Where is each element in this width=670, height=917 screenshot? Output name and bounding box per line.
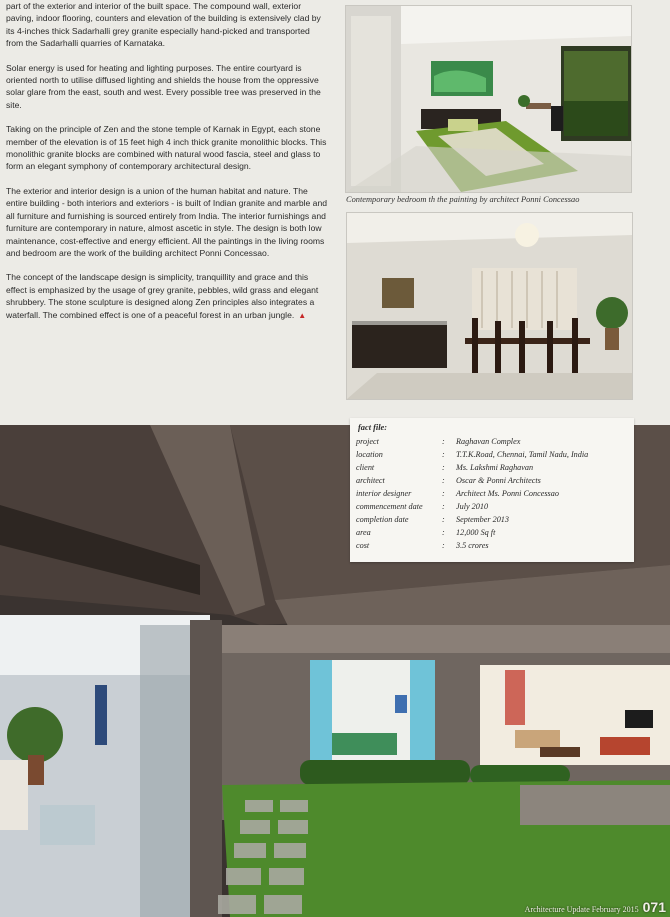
fact-row-project: [356, 437, 628, 449]
fact-value: Raghavan Complex: [456, 437, 521, 446]
fact-colon: :: [442, 437, 445, 446]
dining-photo-image: [347, 213, 632, 399]
fact-colon: :: [442, 450, 445, 459]
fact-value: July 2010: [456, 502, 489, 511]
fact-value: September 2013: [456, 515, 509, 524]
fact-file-title: fact file:: [358, 423, 388, 432]
publication-name: Architecture Update February 2015: [524, 905, 639, 914]
fact-row-interior-designer: [356, 489, 628, 501]
bedroom-photo-image: [346, 6, 631, 192]
fact-value: 3.5 crores: [456, 541, 489, 550]
fact-value: 12,000 Sq ft: [456, 528, 496, 537]
fact-value: Ms. Lakshmi Raghavan: [456, 463, 534, 472]
fact-label: client: [356, 463, 375, 472]
paragraph-2: Solar energy is used for heating and lighting purposes. The entire courtyard is oriented north to utilise diffused lighting and shields the house from the oppressive solar glare from the east, south and west. Every possible tree was preserved in the site.: [6, 62, 321, 110]
paragraph-5-text: The concept of the landscape design is simplicity, tranquillity and grace and this effect is emphasized by the usage of grey granite, pebbles, wild grass and elegant shrubbery. The stone sculpture is designed along Zen principles also integrates a waterfall. The combined effect is one of a peaceful forest in an urban jungle.: [6, 272, 319, 320]
fact-file-box: [350, 418, 634, 562]
fact-row-area: [356, 528, 628, 540]
paragraph-1: part of the exterior and interior of the built space. The compound wall, exterior paving, indoor flooring, counters and elevation of the building is extensively clad by its 4-inches thick Sadarhalli grey granite especially hand-picked and transported from the Sadarhalli quarries of Karnataka.: [6, 1, 321, 49]
fact-label: area: [356, 528, 371, 537]
fact-row-cost: [356, 541, 628, 553]
fact-value: T.T.K.Road, Chennai, Tamil Nadu, India: [456, 450, 589, 459]
fact-colon: :: [442, 502, 445, 511]
dining-photo: [346, 212, 633, 400]
fact-value: Oscar & Ponni Architects: [456, 476, 541, 485]
fact-row-architect: [356, 476, 628, 488]
fact-label: architect: [356, 476, 385, 485]
fact-row-client: [356, 463, 628, 475]
fact-colon: :: [442, 541, 445, 550]
fact-label: project: [356, 437, 379, 446]
page-footer: [525, 899, 666, 915]
paragraph-4: The exterior and interior design is a union of the human habitat and nature. The entire building - both interiors and exteriors - is built of Indian granite and marble and all furniture and furnishing is sourced entirely from India. The interior furnishings and furniture are contemporary in nature, almost ascetic in style. The design is both low maintenance, cost-effective and energy efficient. All the paintings in the living rooms and bedroom are the work of the building architect Ponni Concessao.: [6, 185, 328, 258]
page-number: 071: [642, 899, 666, 915]
fact-colon: :: [442, 515, 445, 524]
fact-colon: :: [442, 463, 445, 472]
fact-label: commencement date: [356, 502, 423, 511]
bedroom-photo: [345, 5, 632, 193]
photo-caption: Contemporary bedroom th the painting by architect Ponni Concessao: [346, 195, 580, 204]
end-of-article-marker: ▲: [298, 310, 307, 320]
paragraph-3: Taking on the principle of Zen and the stone temple of Karnak in Egypt, each stone member of the elevation is of 15 feet high 4 inch thick granite monolithic blocks. This monolithic granite blocks are combined with natural wood fascia, steel and glass to form an elegant symphony of contemporary architectural design.: [6, 124, 327, 172]
paragraph-5: [6, 271, 328, 322]
fact-label: interior designer: [356, 489, 412, 498]
fact-colon: :: [442, 528, 445, 537]
fact-value: Architect Ms. Ponni Concessao: [456, 489, 559, 498]
fact-colon: :: [442, 476, 445, 485]
fact-colon: :: [442, 489, 445, 498]
fact-row-completion-date: [356, 515, 628, 527]
fact-label: completion date: [356, 515, 409, 524]
fact-row-commencement-date: [356, 502, 628, 514]
fact-row-location: [356, 450, 628, 462]
fact-label: cost: [356, 541, 370, 550]
fact-label: location: [356, 450, 383, 459]
article-body: [6, 0, 328, 334]
